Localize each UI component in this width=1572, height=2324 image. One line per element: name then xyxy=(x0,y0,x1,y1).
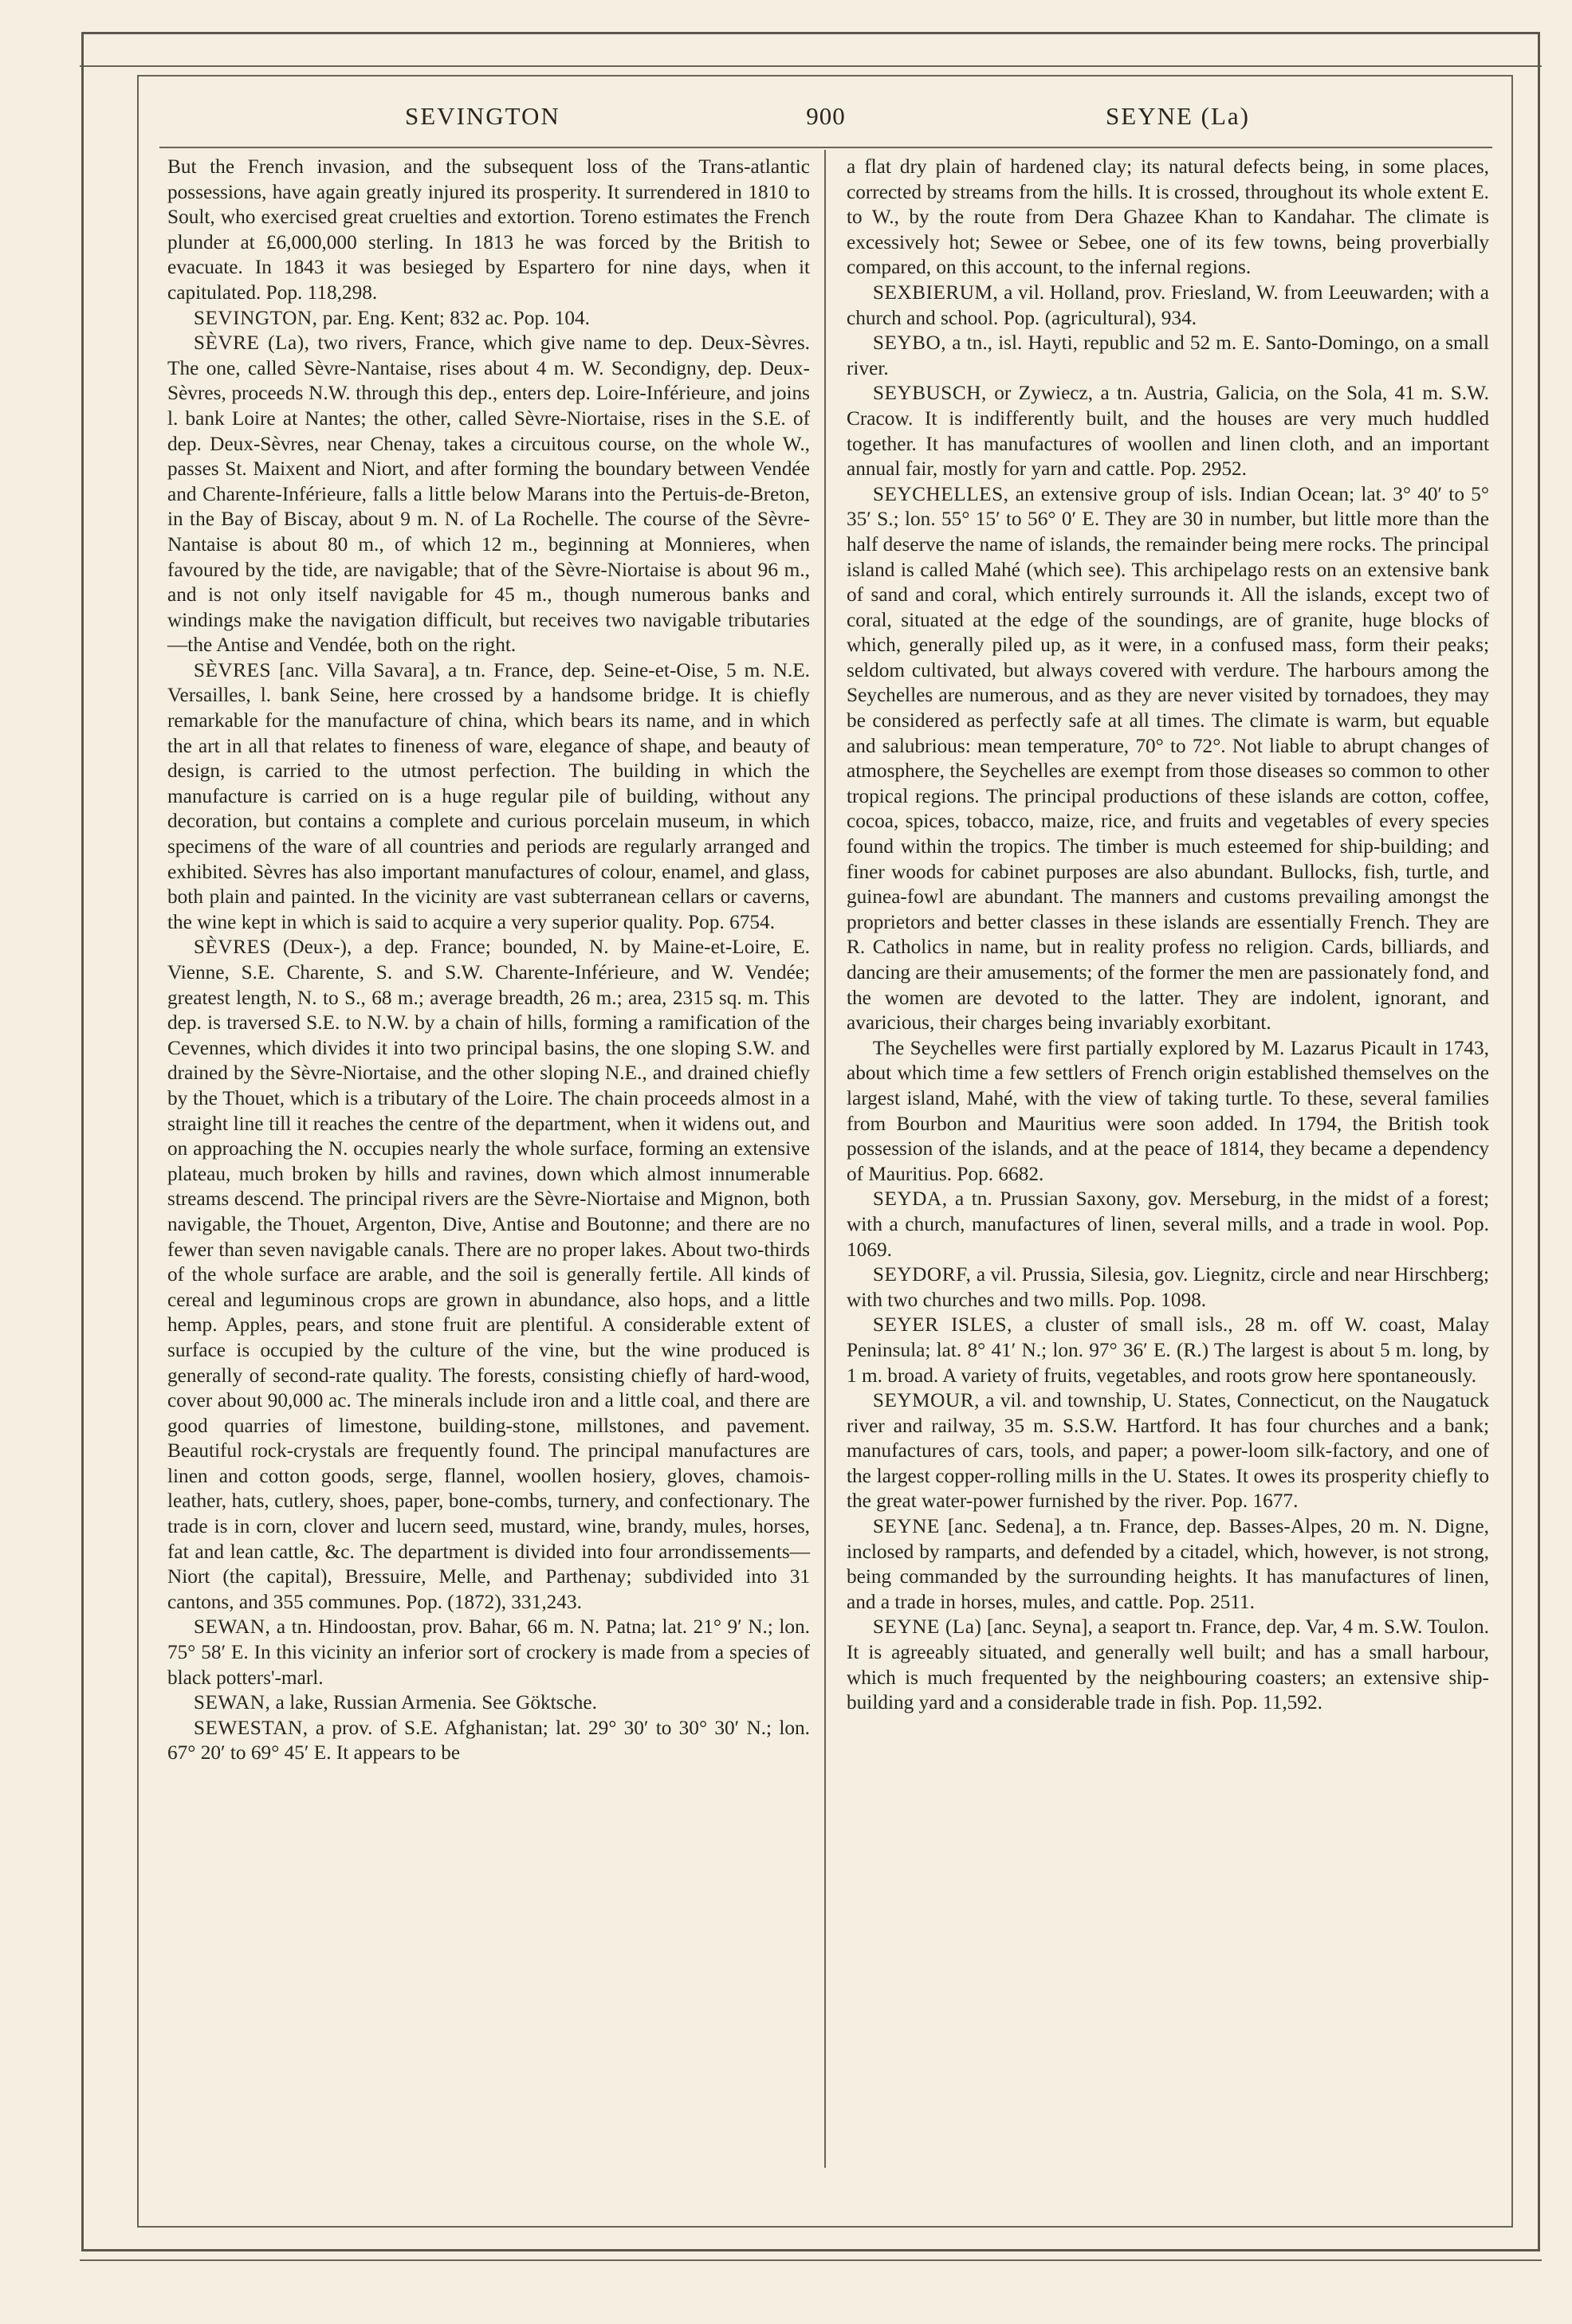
entry-text: a tn. Prussian Saxony, gov. Merseburg, in the midst of a forest; with a church, manufactures of linen, several mills, and a trade in wool. Pop. 1069. xyxy=(847,1188,1489,1261)
right-column xyxy=(847,155,1489,1716)
entry-headword: SEWAN, xyxy=(193,1615,271,1639)
entry-text: The Seychelles were first partially explored by M. Lazarus Picault in 1743, about which time a few settlers of French origin established themselves on the largest island, Mahé, with the view of taking turtle. To these, several families from Bourbon and Mauritius were soon added. In 1794, the British took possession of the islands, and at the peace of 1814, they became a dependency of Mauritius. Pop. 6682. xyxy=(847,1036,1489,1185)
entry-text: a vil. Prussia, Silesia, gov. Liegnitz, circle and near Hirschberg; with two churches and two mills. Pop. 1098. xyxy=(847,1263,1489,1311)
entry-text: or Zywiecz, a tn. Austria, Galicia, on the Sola, 41 m. S.W. Cracow. It is indifferently built, and the houses are very much huddled together. It has manufactures of woollen and linen cloth, and an important annual fair, mostly for yarn and cattle. Pop. 2952. xyxy=(847,382,1489,481)
gazetteer-entry xyxy=(847,1187,1489,1262)
gazetteer-entry xyxy=(847,1036,1489,1188)
gazetteer-entry xyxy=(847,1313,1489,1388)
gazetteer-entry xyxy=(847,1388,1489,1514)
entry-headword: SEYBUSCH, xyxy=(872,382,987,405)
gazetteer-entry xyxy=(167,1615,810,1690)
gazetteer-entry xyxy=(847,1514,1489,1615)
gazetteer-entry xyxy=(847,155,1489,281)
entry-text: a prov. of S.E. Afghanistan; lat. 29° 30′ to 30° 30′ N.; lon. 67° 20′ to 69° 45′ E. It appears to be xyxy=(167,1716,810,1765)
entry-text: a lake, Russian Armenia. See Göktsche. xyxy=(270,1691,597,1714)
entry-headword: SEYMOUR, xyxy=(872,1389,980,1412)
entry-text: par. Eng. Kent; 832 ac. Pop. 104. xyxy=(317,306,590,329)
gazetteer-entry xyxy=(167,1690,810,1716)
header-rule xyxy=(159,147,1492,148)
entry-text: (Deux-), a dep. France; bounded, N. by Maine-et-Loire, E. Vienne, S.E. Charente, S. and S.W. Charente-Inférieure, and W. Vendée; greatest length, N. to S., 68 m.; average breadth, 26 m.; area, 2315 sq. m. This dep. is traversed S.E. to N.W. by a chain of hills, forming a ramification of the Cevennes, which divides it into two principal basins, the one sloping S.W. and drained by the Sèvre-Niortaise, and the other sloping N.E., and drained chiefly by the Thouet, which is a tributary of the Loire. The chain proceeds almost in a straight line till it reaches the centre of the department, when it widens out, and on approaching the N. occupies nearly the whole surface, forming an extensive plateau, much broken by hills and ravines, down which almost innumerable streams descend. The principal rivers are the Sèvre-Niortaise and Mignon, both navigable, the Thouet, Argenton, Dive, Antise and Boutonne; and there are no fewer than seven navigable canals. There are no proper lakes. About two-thirds of the whole surface are arable, and the soil is generally fertile. All kinds of cereal and leguminous crops are grown in abundance, also hops, and a little hemp. Apples, pears, and stone fruit are plentiful. A considerable extent of surface is occupied by the culture of the vine, but the wine produced is generally of second-rate quality. The forests, consisting chiefly of hard-wood, cover about 90,000 ac. The minerals include iron and a little coal, and there are good quarries of limestone, building-stone, millstones, and pavement. Beautiful rock-crystals are frequently found. The principal manufactures are linen and cotton goods, serge, flannel, woollen hosiery, gloves, chamois-leather, hats, cutlery, shoes, paper, bone-combs, turnery, and confectionary. The trade is in corn, clover and lucern seed, mustard, wine, brandy, mules, horses, fat and lean cattle, &c. The department is divided into four arrondissements—Niort (the capital), Bressuire, Melle, and Parthenay; subdivided into 31 cantons, and 355 communes. Pop. (1872), 331,243. xyxy=(167,936,810,1613)
entry-text: two rivers, France, which give name to dep. Deux-Sèvres. The one, called Sèvre-Nantaise, rises about 4 m. W. Secondigny, dep. Deux-Sèvres, proceeds N.W. through this dep., enters dep. Loire-Inférieure, and joins l. bank Loire at Nantes; the other, called Sèvre-Niortaise, rises in the S.E. of dep. Deux-Sèvres, near Chenay, takes a circuitous course, on the whole W., passes St. Maixent and Niort, and after forming the boundary between Vendée and Charente-Inférieure, falls a little below Marans into the Pertuis-de-Breton, in the Bay of Biscay, about 9 m. N. of La Rochelle. The course of the Sèvre-Nantaise is about 80 m., of which 12 m., beginning at Monnieres, when favoured by the tide, are navigable; that of the Sèvre-Niortaise is about 96 m., and is not only itself navigable for 45 m., though numerous banks and windings make the navigation difficult, but receives two navigable tributaries—the Antise and Vendée, both on the right. xyxy=(167,332,810,657)
entry-headword: SÈVRES xyxy=(193,936,272,959)
gazetteer-entry xyxy=(167,935,810,1615)
entry-headword: SEYNE (La) xyxy=(872,1615,982,1639)
gazetteer-entry xyxy=(847,1615,1489,1715)
gazetteer-entry xyxy=(167,331,810,658)
entry-headword: SEYCHELLES, xyxy=(872,482,1009,505)
entry-text: [anc. Seyna], a seaport tn. France, dep. Var, 4 m. S.W. Toulon. It is agreeably situated, and generally well built; and has a small harbour, which is much frequented by the neighbouring coasters; an extensive ship-building yard and a considerable trade in fish. Pop. 11,592. xyxy=(847,1615,1489,1714)
gazetteer-entry xyxy=(847,281,1489,331)
entry-headword: SEYNE xyxy=(872,1515,940,1538)
running-header xyxy=(159,102,1492,142)
entry-headword: SEWAN, xyxy=(193,1691,271,1714)
entry-text: But the French invasion, and the subsequent loss of the Trans-atlantic possessions, have again greatly injured its prosperity. It surrendered in 1810 to Soult, who exercised great cruelties and extortion. Toreno estimates the French plunder at £6,000,000 sterling. In 1813 he was forced by the British to evacuate. In 1843 it was besieged by Espartero for nine days, when it capitulated. Pop. 118,298. xyxy=(167,155,810,304)
entry-text: [anc. Villa Savara], a tn. France, dep. Seine-et-Oise, 5 m. N.E. Versailles, l. bank Seine, here crossed by a handsome bridge. It is chiefly remarkable for the manufacture of china, which bears its name, and in which the art in all that relates to fineness of ware, elegance of shape, and beauty of design, is carried to the utmost perfection. The building in which the manufacture is carried on is a huge regular pile of building, without any decoration, but contains a complete and curious porcelain museum, in which specimens of the ware of all countries and periods are regularly arranged and exhibited. Sèvres has also important manufactures of colour, enamel, and glass, both plain and painted. In the vicinity are vast subterranean cellars or caverns, the wine kept in which is said to acquire a very superior quality. Pop. 6754. xyxy=(167,658,810,933)
entry-text: a vil. and township, U. States, Connecticut, on the Naugatuck river and railway, 35 m. S.S.W. Hartford. It has four churches and a bank; manufactures of cars, tools, and paper; a power-loom silk-factory, and one of the largest copper-rolling mills in the U. States. It owes its prosperity chiefly to the great water-power furnished by the river. Pop. 1677. xyxy=(847,1389,1489,1513)
entry-text: a cluster of small isls., 28 m. off W. coast, Malay Peninsula; lat. 8° 41′ N.; lon. 97° 36′ E. (R.) The largest is about 5 m. long, by 1 m. broad. A variety of fruits, vegetables, and roots grow here spontaneously. xyxy=(847,1313,1489,1387)
entry-headword: SEYER ISLES, xyxy=(872,1313,1012,1337)
gazetteer-entry xyxy=(847,381,1489,481)
entry-headword: SEVINGTON, xyxy=(193,306,318,329)
gazetteer-entry xyxy=(167,1716,810,1766)
entry-text: a tn. Hindoostan, prov. Bahar, 66 m. N. Patna; lat. 21° 9′ N.; lon. 75° 58′ E. In this vicinity an inferior sort of crockery is made from a species of black potters'-marl. xyxy=(167,1615,810,1689)
gazetteer-entry xyxy=(167,658,810,936)
gazetteer-entry xyxy=(167,306,810,332)
gazetteer-entry xyxy=(847,1262,1489,1313)
gazetteer-entry xyxy=(167,155,810,306)
entry-text: a vil. Holland, prov. Friesland, W. from Leeuwarden; with a church and school. Pop. (agricultural), 934. xyxy=(847,281,1489,329)
column-divider xyxy=(824,150,826,2168)
entry-text: [anc. Sedena], a tn. France, dep. Basses-Alpes, 20 m. N. Digne, inclosed by ramparts, and defended by a citadel, which, however, is not strong, being commanded by the surrounding heights. It has manufactures of linen, and a trade in horses, mules, and cattle. Pop. 2511. xyxy=(847,1515,1489,1613)
left-column xyxy=(167,155,810,1766)
entry-headword: SEYDA, xyxy=(872,1188,948,1211)
entry-headword: SÈVRE (La), xyxy=(193,332,310,355)
gazetteer-entry xyxy=(847,482,1489,1036)
page-number: 900 xyxy=(806,102,846,130)
entry-headword: SEYBO, xyxy=(872,332,947,355)
gazetteer-entry xyxy=(847,331,1489,381)
header-left-guideword: SEVINGTON xyxy=(405,102,560,130)
entry-headword: SEYDORF, xyxy=(872,1263,972,1286)
entry-headword: SEWESTAN, xyxy=(193,1716,309,1739)
header-right-guideword: SEYNE (La) xyxy=(1106,102,1250,130)
entry-text: a flat dry plain of hardened clay; its natural defects being, in some places, corrected by streams from the hills. It is crossed, throughout its whole extent E. to W., by the route from Dera Ghazee Khan to Kandahar. The climate is excessively hot; Sewee or Sebee, one of its few towns, being proverbially compared, on this account, to the infernal regions. xyxy=(847,155,1489,279)
bottom-border-rule xyxy=(80,2259,1542,2261)
entry-text: an extensive group of isls. Indian Ocean; lat. 3° 40′ to 5° 35′ S.; lon. 55° 15′ to 56° 0′ E. They are 30 in number, but little more than the half deserve the name of islands, the remainder being mere rocks. The principal island is called Mahé (which see). This archipelago rests on an extensive bank of sand and coral, which entirely surrounds it. All the islands, except two of coral, situated at the edge of the soundings, are of granite, huge blocks of which, generally piled up, as it were, in a confused mass, form their peaks; seldom cultivated, but always covered with verdure. The harbours among the Seychelles are numerous, and as they are never visited by tornadoes, they may be considered as perfectly safe at all times. The climate is warm, but equable and salubrious: mean temperature, 70° to 72°. Not liable to abrupt changes of atmosphere, the Seychelles are exempt from those diseases so common to other tropical regions. The principal productions of these islands are cotton, coffee, cocoa, spices, tobacco, maize, rice, and fruits and vegetables of every species found within the tropics. The timber is much esteemed for ship-building; and finer woods for cabinet purposes are also abundant. Bullocks, fish, turtle, and guinea-fowl are abundant. The manners and customs prevailing amongst the proprietors and better classes in these islands are essentially French. They are R. Catholics in name, but in reality profess no religion. Cards, billiards, and dancing are their amusements; of the former the men are passionately fond, and the women are devoted to the latter. They are indolent, ignorant, and avaricious, their charges being invariably exorbitant. xyxy=(847,482,1489,1034)
entry-headword: SEXBIERUM, xyxy=(872,281,999,304)
entry-headword: SÈVRES xyxy=(193,658,272,681)
entry-text: a tn., isl. Hayti, republic and 52 m. E. Santo-Domingo, on a small river. xyxy=(847,332,1489,379)
